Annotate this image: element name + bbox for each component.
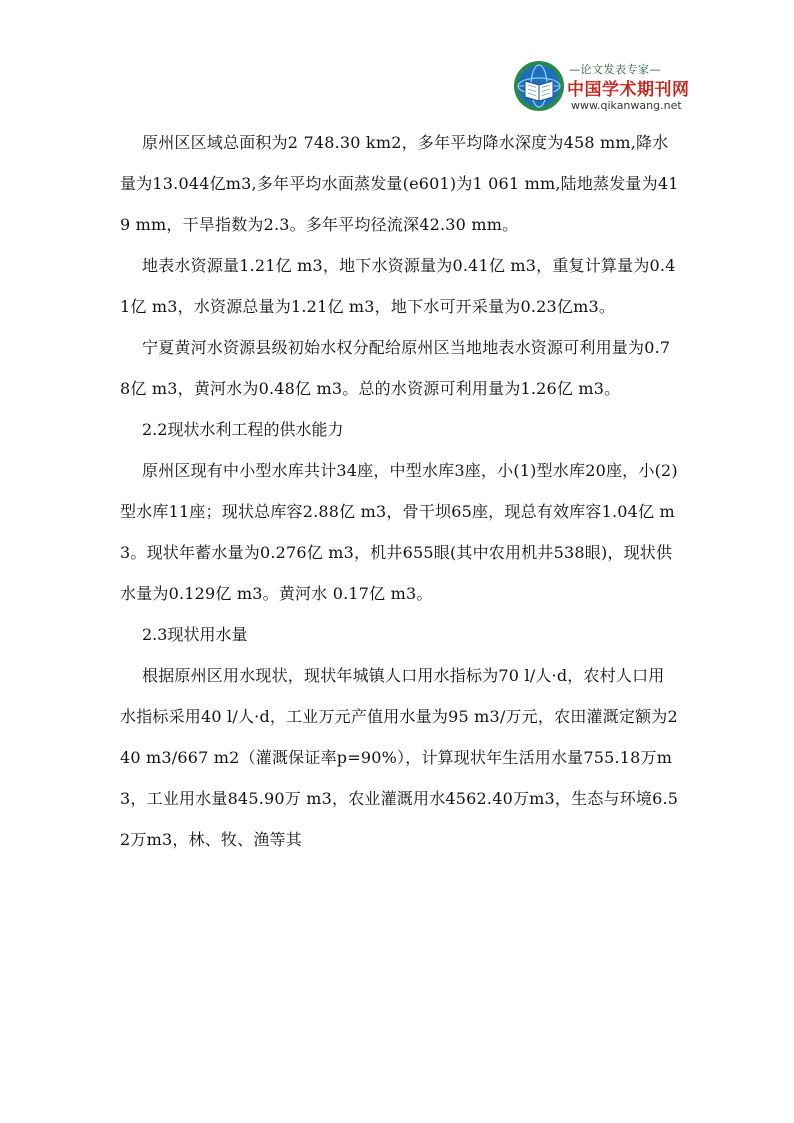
logo-title: 中国学术期刊网: [567, 80, 690, 100]
section-heading-2-3: 2.3现状用水量: [142, 625, 248, 644]
logo-url[interactable]: www.qikanwang.net: [571, 99, 682, 112]
paragraph-area-precipitation: 原州区区域总面积为2 748.30 km2，多年平均降水深度为458 mm,降水量为13.044亿m3,多年平均水面蒸发量(e601)为1 061 mm,陆地蒸发量为419 mm，干旱指数为2.3。多年平均径流深42.30 mm。: [120, 133, 679, 234]
logo-tagline: —论文发表专家—: [569, 63, 661, 76]
paragraph-reservoir-capacity: 原州区现有中小型水库共计34座，中型水库3座，小(1)型水库20座，小(2)型水库11座；现状总库容2.88亿 m3，骨干坝65座，现总有效库容1.04亿 m3。现状年蓄水量为0.276亿 m3，机井655眼(其中农用机井538眼)，现状供水量为0.129亿 m3。黄河水 0.17亿 m3。: [120, 461, 678, 603]
paragraph-water-use: 根据原州区用水现状，现状年城镇人口用水指标为70 l/人·d，农村人口用水指标采用40 l/人·d，工业万元产值用水量为95 m3/万元，农田灌溉定额为240 m3/667 m2（灌溉保证率p=90%），计算现状年生活用水量755.18万m3，工业用水量845.90万 m3，农业灌溉用水4562.40万m3，生态与环境6.52万m3，林、牧、渔等其: [120, 666, 679, 849]
article-body: [120, 122, 680, 860]
paragraph-yellow-river-allocation: 宁夏黄河水资源县级初始水权分配给原州区当地地表水资源可利用量为0.78亿 m3，黄河水为0.48亿 m3。总的水资源可利用量为1.26亿 m3。: [120, 338, 671, 398]
book-globe-icon: [513, 57, 565, 115]
paragraph-water-resources: 地表水资源量1.21亿 m3，地下水资源量为0.41亿 m3，重复计算量为0.41亿 m3，水资源总量为1.21亿 m3，地下水可开采量为0.23亿m3。: [120, 256, 676, 316]
site-logo[interactable]: [513, 57, 690, 121]
section-heading-2-2: 2.2现状水利工程的供水能力: [142, 420, 344, 439]
